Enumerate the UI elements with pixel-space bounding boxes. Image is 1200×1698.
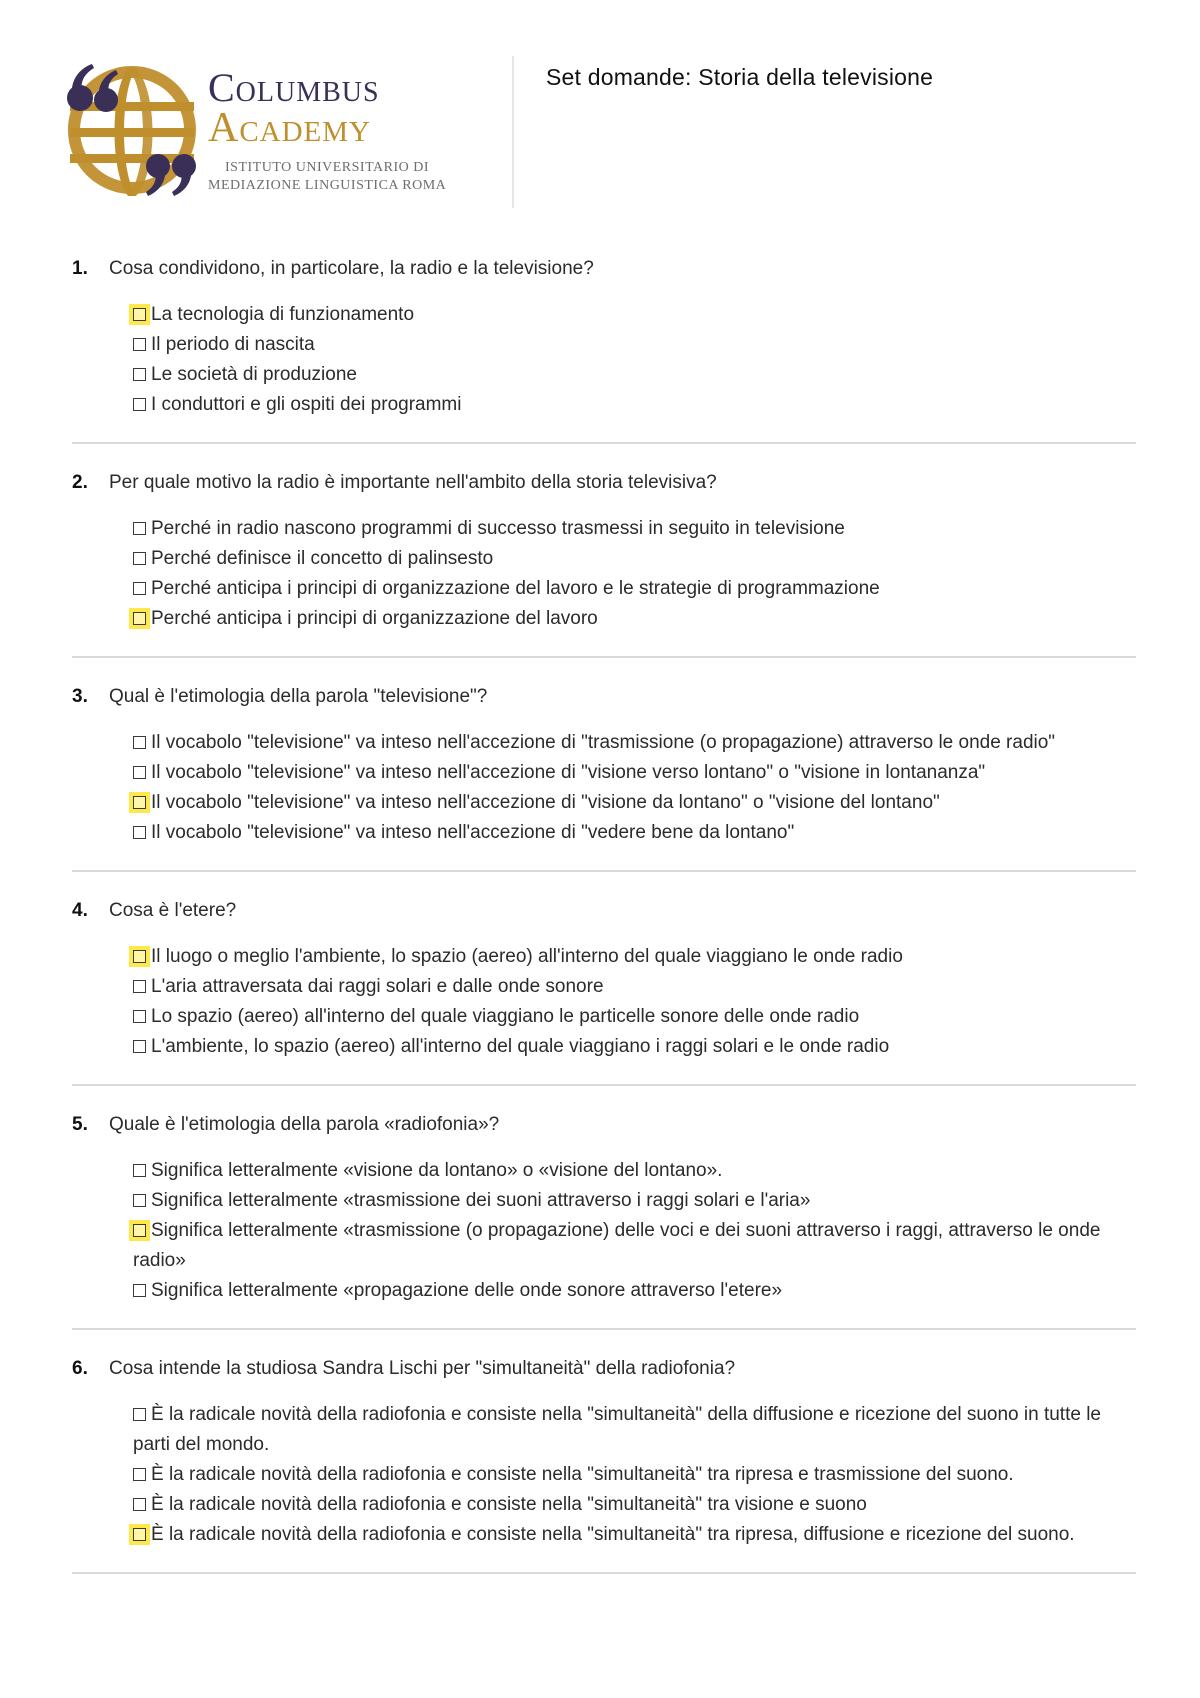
checkbox-icon[interactable] bbox=[133, 582, 146, 595]
question-text: Cosa condividono, in particolare, la radio e la televisione? bbox=[109, 258, 594, 279]
checkbox-icon[interactable] bbox=[133, 980, 146, 993]
question-text: Per quale motivo la radio è importante nell'ambito della storia televisiva? bbox=[109, 472, 717, 493]
answer-option[interactable] bbox=[133, 330, 1136, 360]
answer-options bbox=[133, 1400, 1136, 1550]
question-header bbox=[72, 256, 1136, 282]
logo-subtitle-line2: MEDIAZIONE LINGUISTICA ROMA bbox=[208, 178, 447, 193]
checkbox-icon[interactable] bbox=[133, 1040, 146, 1053]
question-text: Quale è l'etimologia della parola «radiofonia»? bbox=[109, 1114, 500, 1135]
answer-option-highlighted[interactable] bbox=[133, 942, 1136, 972]
answer-option[interactable] bbox=[133, 1156, 1136, 1186]
answer-option-label: Perché definisce il concetto di palinsesto bbox=[151, 548, 494, 569]
checkbox-icon[interactable] bbox=[133, 308, 146, 321]
answer-options bbox=[133, 514, 1136, 634]
page-header bbox=[0, 0, 1200, 220]
question-text: Cosa è l'etere? bbox=[109, 900, 237, 921]
checkbox-icon[interactable] bbox=[133, 1224, 146, 1237]
answer-option[interactable] bbox=[133, 818, 1136, 848]
answer-option[interactable] bbox=[133, 574, 1136, 604]
answer-options bbox=[133, 728, 1136, 848]
answer-options bbox=[133, 1156, 1136, 1306]
answer-option[interactable] bbox=[133, 1400, 1136, 1460]
checkbox-icon[interactable] bbox=[133, 1498, 146, 1511]
checkbox-icon[interactable] bbox=[133, 612, 146, 625]
header-divider bbox=[512, 56, 514, 208]
answer-options bbox=[133, 300, 1136, 420]
checkbox-icon[interactable] bbox=[133, 1164, 146, 1177]
answer-option[interactable] bbox=[133, 758, 1136, 788]
question-header bbox=[72, 684, 1136, 710]
question-number: 4. bbox=[72, 900, 88, 921]
answer-option-label: Il luogo o meglio l'ambiente, lo spazio (aereo) all'interno del quale viaggiano le onde radio bbox=[151, 946, 903, 967]
question-2 bbox=[72, 470, 1136, 658]
answer-option-label: La tecnologia di funzionamento bbox=[151, 304, 415, 325]
answer-option-label: Significa letteralmente «propagazione delle onde sonore attraverso l'etere» bbox=[151, 1280, 783, 1301]
question-6 bbox=[72, 1356, 1136, 1574]
checkbox-icon[interactable] bbox=[133, 950, 146, 963]
answer-option[interactable] bbox=[133, 544, 1136, 574]
answer-option-label: Significa letteralmente «trasmissione dei suoni attraverso i raggi solari e l'aria» bbox=[151, 1190, 811, 1211]
answer-option[interactable] bbox=[133, 1276, 1136, 1306]
question-list bbox=[72, 256, 1136, 1600]
question-header bbox=[72, 1356, 1136, 1382]
answer-option-label: È la radicale novità della radiofonia e consiste nella "simultaneità" della diffusione e ricezione del suono in tutte le parti del mondo. bbox=[133, 1404, 1101, 1455]
question-number: 3. bbox=[72, 686, 88, 707]
question-text: Qual è l'etimologia della parola "televisione"? bbox=[109, 686, 488, 707]
question-4 bbox=[72, 898, 1136, 1086]
answer-option-label: Il vocabolo "televisione" va inteso nell'accezione di "trasmissione (o propagazione) attraverso le onde radio" bbox=[151, 732, 1056, 753]
checkbox-icon[interactable] bbox=[133, 1408, 146, 1421]
answer-option-label: Significa letteralmente «visione da lontano» o «visione del lontano». bbox=[151, 1160, 723, 1181]
checkbox-icon[interactable] bbox=[133, 1468, 146, 1481]
answer-option-label: Il vocabolo "televisione" va inteso nell'accezione di "visione verso lontano" o "visione in lontananza" bbox=[151, 762, 986, 783]
checkbox-icon[interactable] bbox=[133, 1528, 146, 1541]
logo-wordmark-line2: Academy bbox=[208, 105, 372, 151]
answer-option[interactable] bbox=[133, 1186, 1136, 1216]
question-1 bbox=[72, 256, 1136, 444]
answer-options bbox=[133, 942, 1136, 1062]
checkbox-icon[interactable] bbox=[133, 1194, 146, 1207]
answer-option-label: L'ambiente, lo spazio (aereo) all'interno del quale viaggiano i raggi solari e le onde radio bbox=[151, 1036, 890, 1057]
answer-option[interactable] bbox=[133, 514, 1136, 544]
answer-option[interactable] bbox=[133, 728, 1136, 758]
answer-option[interactable] bbox=[133, 390, 1136, 420]
answer-option[interactable] bbox=[133, 1490, 1136, 1520]
checkbox-icon[interactable] bbox=[133, 1010, 146, 1023]
answer-option-label: Lo spazio (aereo) all'interno del quale viaggiano le particelle sonore delle onde radio bbox=[151, 1006, 860, 1027]
answer-option[interactable] bbox=[133, 1460, 1136, 1490]
question-header bbox=[72, 470, 1136, 496]
question-text: Cosa intende la studiosa Sandra Lischi per "simultaneità" della radiofonia? bbox=[109, 1358, 736, 1379]
answer-option-label: Significa letteralmente «trasmissione (o propagazione) delle voci e dei suoni attraverso i raggi, attraverso le onde radio» bbox=[133, 1220, 1101, 1271]
checkbox-icon[interactable] bbox=[133, 826, 146, 839]
checkbox-icon[interactable] bbox=[133, 368, 146, 381]
answer-option-label: I conduttori e gli ospiti dei programmi bbox=[151, 394, 462, 415]
question-number: 5. bbox=[72, 1114, 88, 1135]
answer-option-highlighted[interactable] bbox=[133, 300, 1136, 330]
answer-option-highlighted[interactable] bbox=[133, 1216, 1136, 1276]
answer-option-label: Il periodo di nascita bbox=[151, 334, 315, 355]
checkbox-icon[interactable] bbox=[133, 522, 146, 535]
answer-option-label: È la radicale novità della radiofonia e consiste nella "simultaneità" tra ripresa, diffusione e ricezione del suono. bbox=[151, 1524, 1075, 1545]
logo-subtitle-line1: ISTITUTO UNIVERSITARIO DI bbox=[225, 160, 429, 175]
checkbox-icon[interactable] bbox=[133, 796, 146, 809]
checkbox-icon[interactable] bbox=[133, 398, 146, 411]
checkbox-icon[interactable] bbox=[133, 766, 146, 779]
answer-option[interactable] bbox=[133, 360, 1136, 390]
answer-option-highlighted[interactable] bbox=[133, 1520, 1136, 1550]
answer-option-label: Il vocabolo "televisione" va inteso nell'accezione di "visione da lontano" o "visione del lontano" bbox=[151, 792, 940, 813]
checkbox-icon[interactable] bbox=[133, 1284, 146, 1297]
checkbox-icon[interactable] bbox=[133, 338, 146, 351]
question-3 bbox=[72, 684, 1136, 872]
question-number: 6. bbox=[72, 1358, 88, 1379]
question-5 bbox=[72, 1112, 1136, 1330]
answer-option-label: Le società di produzione bbox=[151, 364, 357, 385]
question-number: 1. bbox=[72, 258, 88, 279]
answer-option-label: Perché anticipa i principi di organizzazione del lavoro e le strategie di programmazione bbox=[151, 578, 880, 599]
logo-wordmark-line1: Columbus bbox=[208, 65, 380, 110]
answer-option-label: Perché anticipa i principi di organizzazione del lavoro bbox=[151, 608, 598, 629]
answer-option-label: Il vocabolo "televisione" va inteso nell'accezione di "vedere bene da lontano" bbox=[151, 822, 795, 843]
document-title: Set domande: Storia della televisione bbox=[546, 64, 934, 90]
question-header bbox=[72, 1112, 1136, 1138]
globe-quotes-icon bbox=[62, 62, 202, 202]
checkbox-icon[interactable] bbox=[133, 552, 146, 565]
answer-option-label: L'aria attraversata dai raggi solari e dalle onde sonore bbox=[151, 976, 604, 997]
question-header bbox=[72, 898, 1136, 924]
answer-option-label: È la radicale novità della radiofonia e consiste nella "simultaneità" tra visione e suono bbox=[151, 1494, 867, 1515]
columbus-academy-logo bbox=[62, 62, 482, 202]
answer-option-label: È la radicale novità della radiofonia e consiste nella "simultaneità" tra ripresa e trasmissione del suono. bbox=[151, 1464, 1014, 1485]
answer-option-highlighted[interactable] bbox=[133, 788, 1136, 818]
answer-option-label: Perché in radio nascono programmi di successo trasmessi in seguito in televisione bbox=[151, 518, 845, 539]
checkbox-icon[interactable] bbox=[133, 736, 146, 749]
question-number: 2. bbox=[72, 472, 88, 493]
answer-option[interactable] bbox=[133, 1002, 1136, 1032]
answer-option-highlighted[interactable] bbox=[133, 604, 1136, 634]
answer-option[interactable] bbox=[133, 1032, 1136, 1062]
answer-option[interactable] bbox=[133, 972, 1136, 1002]
